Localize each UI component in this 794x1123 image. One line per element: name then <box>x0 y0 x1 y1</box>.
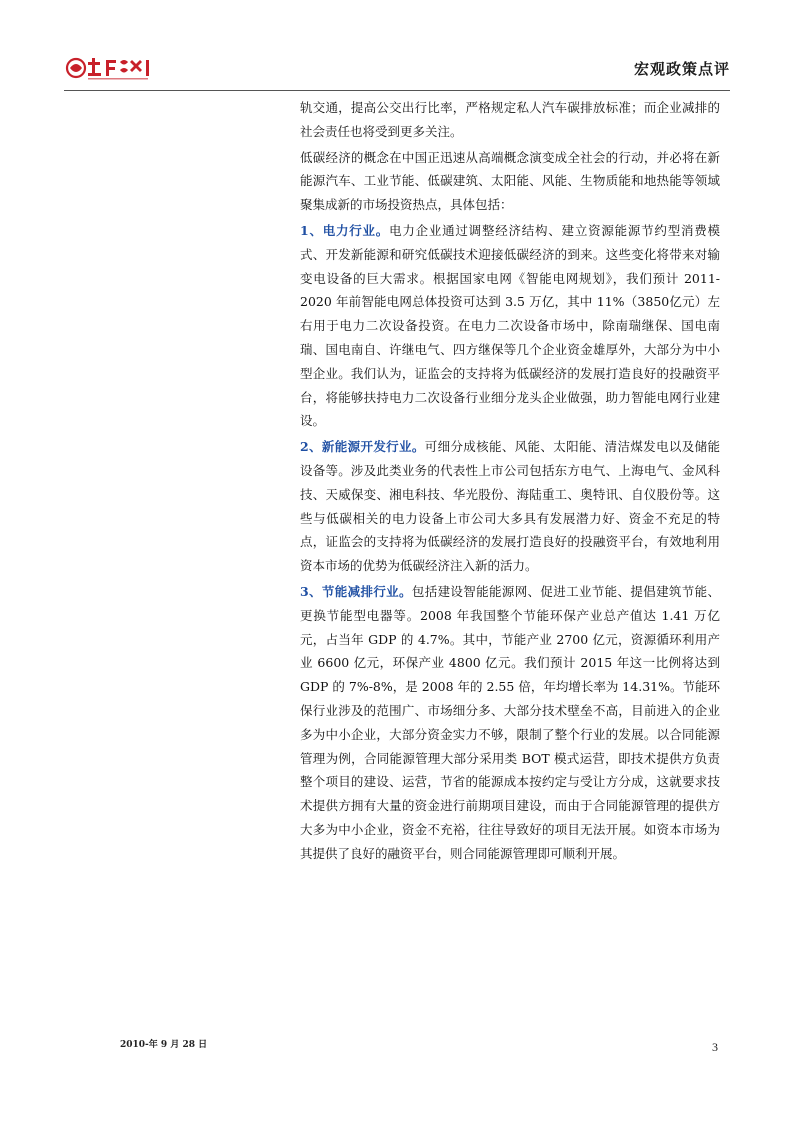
company-logo <box>64 54 154 82</box>
report-type-title: 宏观政策点评 <box>633 60 730 78</box>
section-heading: 1、电力行业。 <box>300 222 390 238</box>
section-text: 电力企业通过调整经济结构、建立资源能源节约型消费模式、开发新能源和研究低碳技术迎接低碳经济的到来。这些变化将带来对输变电设备的巨大需求。根据国家电网《智能电网规划》，我们预计 2011-2020 年前智能电网总体投资可达到 3.5 万亿，其中 11%（3850亿元）左右用于电力二次设备投资。在电力二次设备市场中，除南瑞继保、国电南瑞、国电南自、许继电气、四方继保等几个企业资金雄厚外，大部分为中小型企业。我们认为，证监会的支持将为低碳经济的发展打造良好的投融资平台，将能够扶持电力二次设备行业细分龙头企业做强，助力智能电网行业建设。 <box>300 222 720 429</box>
report-date: 2010-年 9 月 28 日 <box>120 1040 208 1050</box>
paragraph-intro: 低碳经济的概念在中国正迅速从高端概念演变成全社会的行动，并必将在新能源汽车、工业节能、低碳建筑、太阳能、风能、生物质能和地热能等领域聚集成新的市场投资热点，具体包括： <box>300 149 720 213</box>
section-new-energy <box>300 435 720 578</box>
section-heading: 3、节能减排行业。 <box>300 583 412 599</box>
section-text: 可细分成核能、风能、太阳能、清洁煤发电以及储能设备等。涉及此类业务的代表性上市公司包括东方电气、上海电气、金风科技、天威保变、湘电科技、华光股份、海陆重工、奥特讯、自仪股份等。这些与低碳相关的电力设备上市公司大多具有发展潜力好、资金不充足的特点，证监会的支持将为低碳经济的发展打造良好的投融资平台，有效地利用资本市场的优势为低碳经济注入新的活力。 <box>300 439 720 574</box>
page-number: 3 <box>712 1040 718 1054</box>
section-energy-saving <box>300 580 720 866</box>
page-header <box>64 48 730 88</box>
section-text: 包括建设智能能源网、促进工业节能、提倡建筑节能、更换节能型电器等。2008 年我国整个节能环保产业总产值达 1.41 万亿元，占当年 GDP 的 4.7%。其中，节能产业 2700 亿元，资源循环利用产业 6600 亿元，环保产业 4800 亿元。我们预计 2015 年这一比例将达到 GDP 的 7%-8%，是 2008 年的 2.55 倍，年均增长率为 14.31%。节能环保行业涉及的范围广、市场细分多、大部分技术壁垒不高，目前进入的企业多为中小企业，大部分资金实力不够，限制了整个行业的发展。以合同能源管理为例，合同能源管理大部分采用类 BOT 模式运营，即技术提供方负责整个项目的建设、运营，节省的能源成本按约定与受让方分成，这就要求技术提供方拥有大量的资金进行前期项目建设，而由于合同能源管理的提供方大多为中小企业，资金不充裕，往往导致好的项目无法开展。如资本市场为其提供了良好的融资平台，则合同能源管理即可顺利开展。 <box>300 583 720 861</box>
section-heading: 2、新能源开发行业。 <box>300 439 425 455</box>
section-power-industry <box>300 219 720 433</box>
header-divider <box>64 90 730 91</box>
report-body <box>300 96 720 866</box>
paragraph-continuation: 轨交通，提高公交出行比率，严格规定私人汽车碳排放标准；而企业减排的社会责任也将受到更多关注。 <box>300 100 720 139</box>
